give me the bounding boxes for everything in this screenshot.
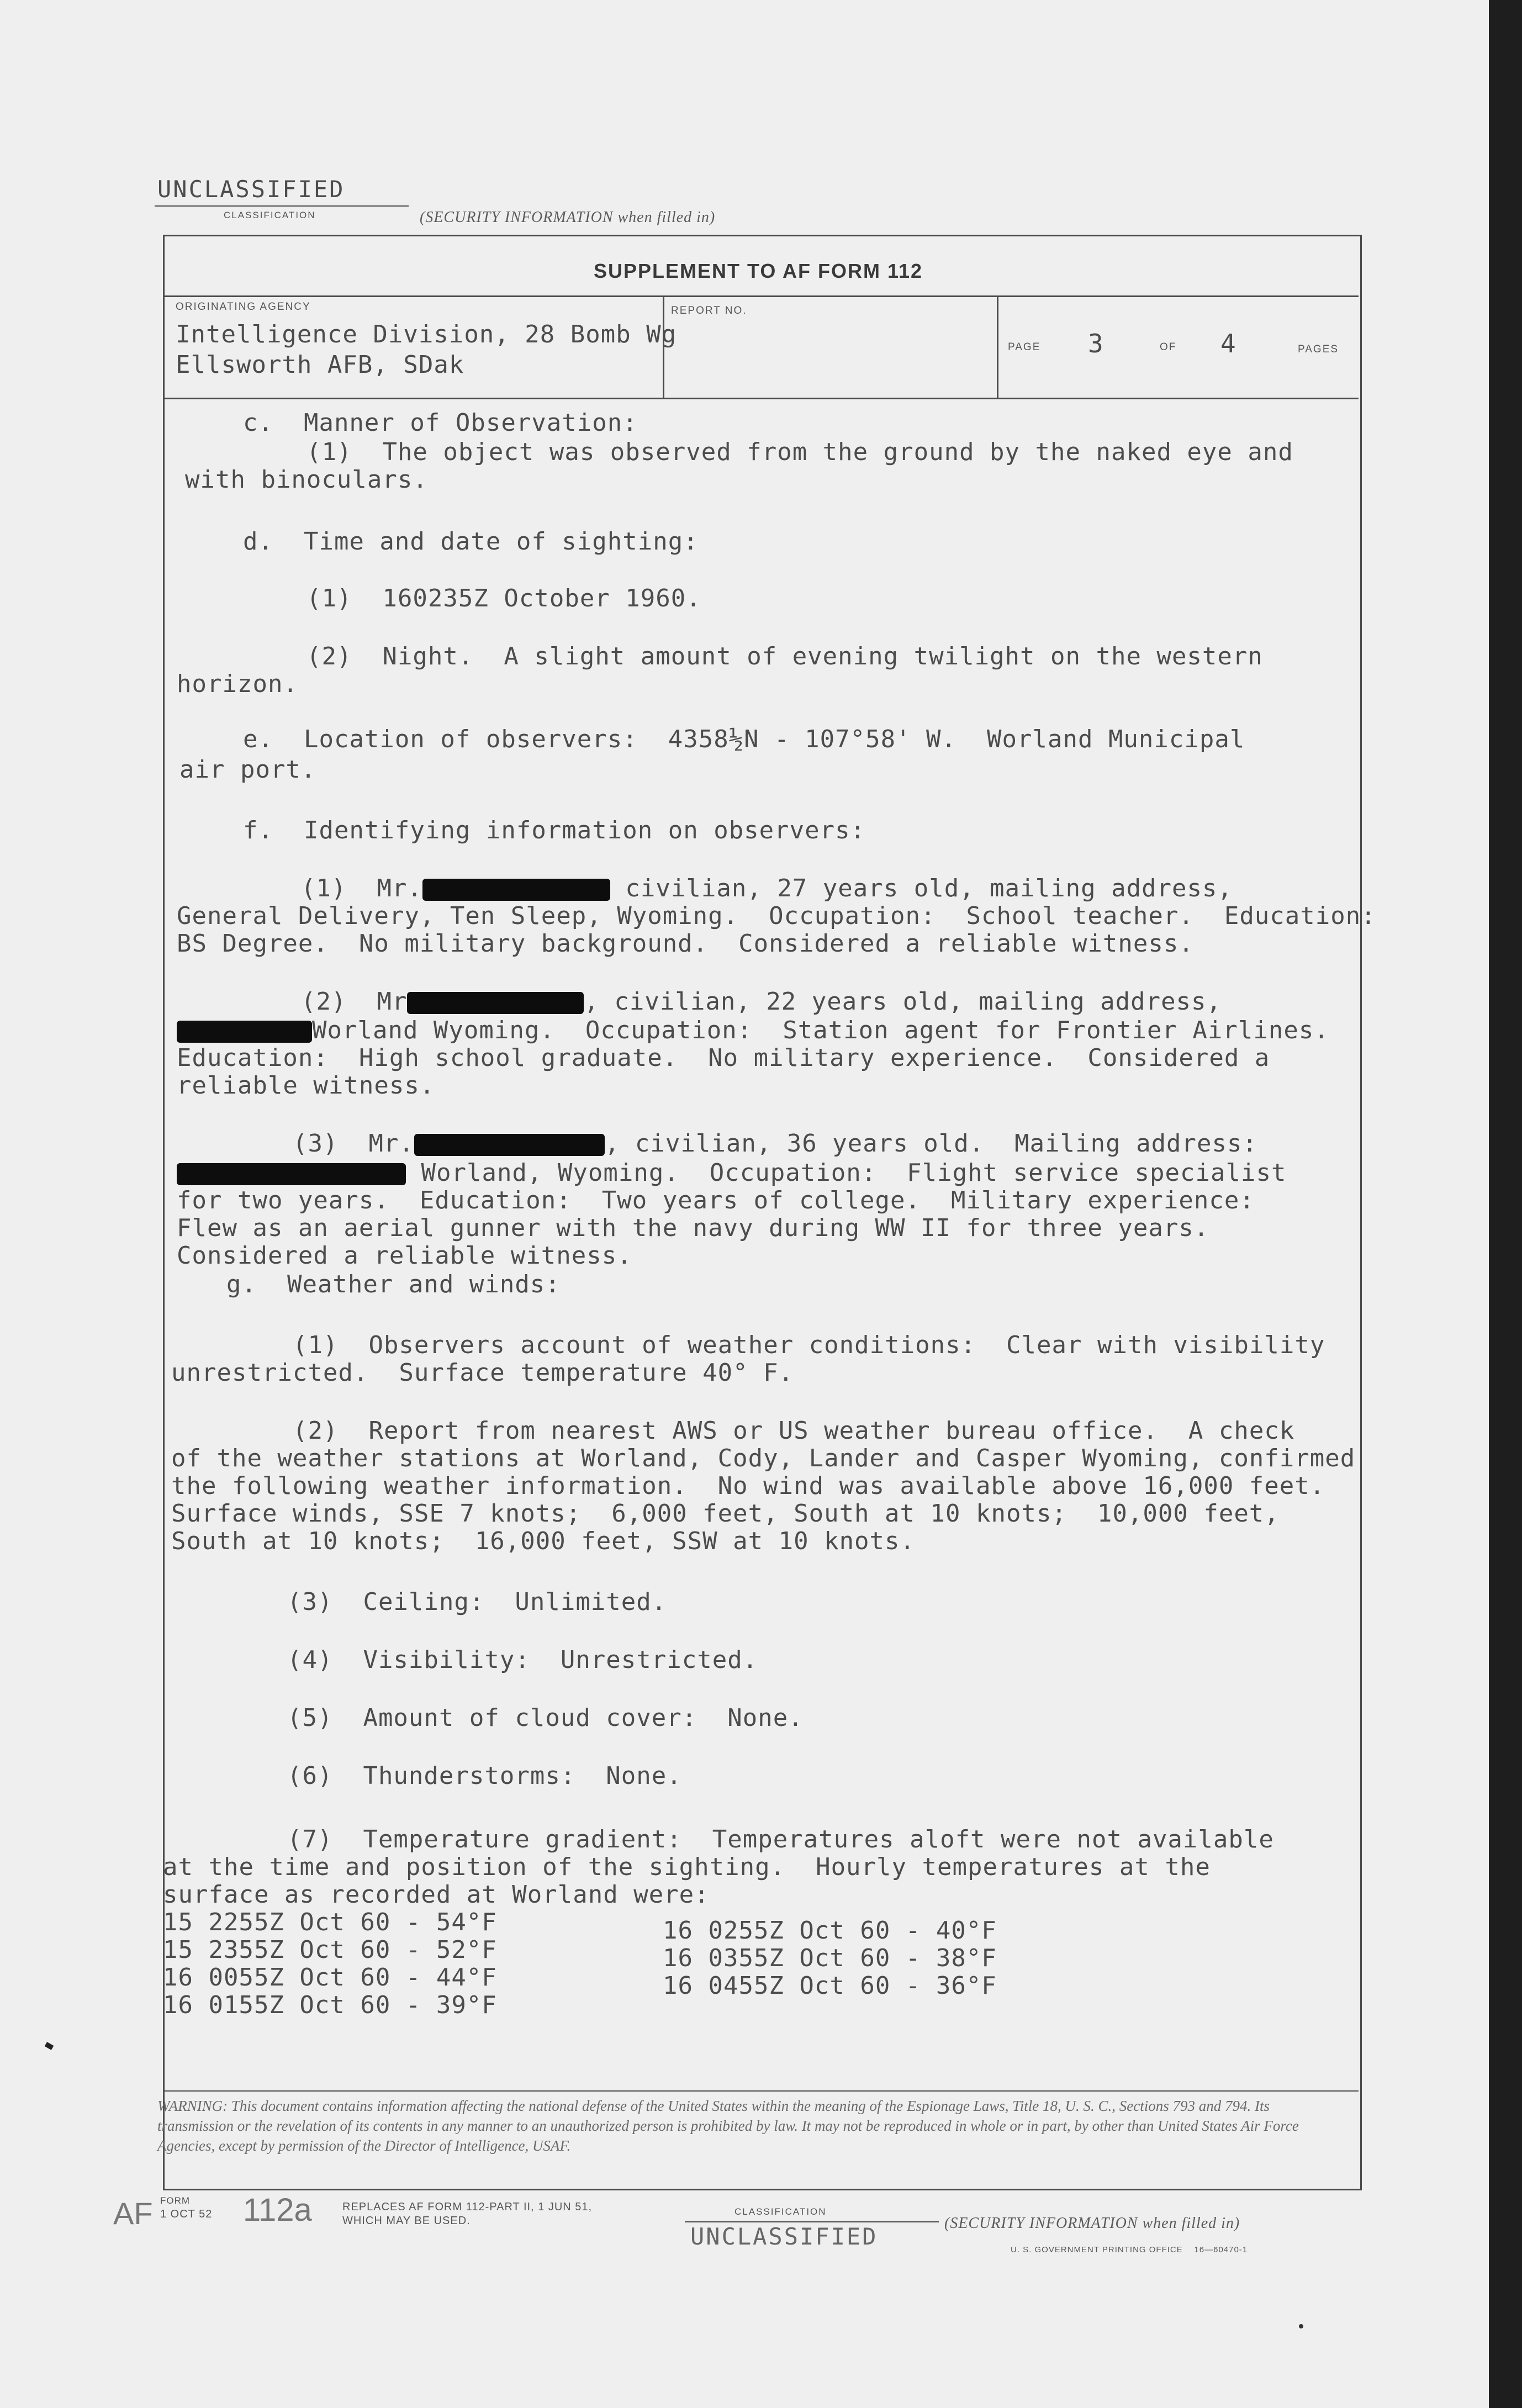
- section-f1-line3: BS Degree. No military background. Considered a reliable witness.: [177, 930, 1194, 958]
- header-bottom-divider: [163, 398, 1359, 399]
- temp-reading: 15 2255Z Oct 60 - 54°F: [163, 1908, 497, 1936]
- f1-prefix: (1) Mr.: [301, 874, 422, 902]
- footer-replaces-line1: REPLACES AF FORM 112-PART II, 1 JUN 51,: [342, 2201, 593, 2213]
- section-d-heading: d. Time and date of sighting:: [243, 527, 699, 556]
- section-c1-line2: with binoculars.: [185, 466, 428, 494]
- originating-agency-line2: Ellsworth AFB, SDak: [176, 351, 464, 379]
- scan-dark-edge: [1489, 0, 1522, 2408]
- section-g6: (6) Thunderstorms: None.: [287, 1762, 682, 1790]
- temp-reading: 16 0155Z Oct 60 - 39°F: [163, 1991, 497, 2019]
- section-g-heading: g. Weather and winds:: [226, 1270, 561, 1298]
- section-f-heading: f. Identifying information on observers:: [243, 816, 866, 844]
- section-e-line1: e. Location of observers: 4358½N - 107°58' W. Worland Municipal: [243, 725, 1245, 753]
- redaction-bar: [414, 1134, 605, 1156]
- temp-reading: 15 2355Z Oct 60 - 52°F: [163, 1936, 497, 1964]
- footer-replaces-line2: WHICH MAY BE USED.: [342, 2215, 471, 2227]
- f3-prefix: (3) Mr.: [293, 1129, 414, 1158]
- temp-reading: 16 0355Z Oct 60 - 38°F: [663, 1944, 997, 1972]
- section-f3-line4: Flew as an aerial gunner with the navy during WW II for three years.: [177, 1214, 1209, 1242]
- section-c-heading: c. Manner of Observation:: [243, 409, 638, 437]
- section-f3-line2: [177, 1159, 1286, 1187]
- pages-label: PAGES: [1298, 344, 1339, 355]
- footer-form-date: 1 OCT 52: [160, 2208, 213, 2220]
- total-pages: 4: [1220, 329, 1236, 358]
- classification-underline: [155, 205, 409, 207]
- form-title: SUPPLEMENT TO AF FORM 112: [594, 260, 923, 282]
- title-divider: [163, 295, 1359, 297]
- page-label: PAGE: [1008, 341, 1041, 353]
- section-g2-line2: of the weather stations at Worland, Cody, Lander and Casper Wyoming, confirmed: [171, 1444, 1356, 1472]
- section-g7-line3: surface as recorded at Worland were:: [163, 1881, 710, 1909]
- section-e-line2: air port.: [179, 756, 316, 784]
- temp-reading: 16 0255Z Oct 60 - 40°F: [663, 1916, 997, 1945]
- header-divider-2: [997, 295, 998, 398]
- f3-suffix: , civilian, 36 years old. Mailing address:: [604, 1129, 1258, 1158]
- section-f1-line2: General Delivery, Ten Sleep, Wyoming. Occupation: School teacher. Education:: [177, 902, 1376, 930]
- section-g7-line2: at the time and position of the sighting. Hourly temperatures at the: [163, 1853, 1211, 1881]
- section-g1-line1: (1) Observers account of weather conditions: Clear with visibility: [293, 1331, 1325, 1359]
- section-g2-line3: the following weather information. No wind was available above 16,000 feet.: [171, 1472, 1325, 1500]
- report-no-label: REPORT NO.: [671, 305, 747, 316]
- f1-suffix: civilian, 27 years old, mailing address,: [610, 874, 1233, 902]
- of-label: OF: [1160, 341, 1177, 353]
- section-g3: (3) Ceiling: Unlimited.: [287, 1588, 667, 1616]
- footer-form-word: FORM: [160, 2195, 191, 2206]
- section-g4: (4) Visibility: Unrestricted.: [287, 1646, 758, 1674]
- warning-text: WARNING: This document contains information affecting the national defense of the United States within the meaning of the Espionage Laws, Title 18, U. S. C., Sections 793 and 794. Its transmission or the revelation of its contents in any manner to an unauthorized person is prohibited by law. It may not be reproduced in whole or in part, by other than United States Air Force Agencies, except by permission of the Director of Intelligence, USAF.: [157, 2098, 1299, 2154]
- section-g1-line2: unrestricted. Surface temperature 40° F.: [171, 1359, 794, 1387]
- section-g2-line5: South at 10 knots; 16,000 feet, SSW at 10 knots.: [171, 1527, 916, 1555]
- f2-line2-text: Worland Wyoming. Occupation: Station agent for Frontier Airlines.: [312, 1016, 1329, 1044]
- classification-top: UNCLASSIFIED: [157, 176, 345, 203]
- footer-af: AF: [113, 2196, 153, 2231]
- scan-speck: [45, 2042, 54, 2050]
- section-g7-line1: (7) Temperature gradient: Temperatures aloft were not available: [287, 1825, 1274, 1853]
- footer-security-info: (SECURITY INFORMATION when filled in): [944, 2215, 1240, 2232]
- section-f2-line3: Education: High school graduate. No military experience. Considered a: [177, 1044, 1270, 1072]
- temp-reading: 16 0055Z Oct 60 - 44°F: [163, 1963, 497, 1992]
- originating-agency-line1: Intelligence Division, 28 Bomb Wg: [176, 320, 677, 348]
- redaction-bar: [177, 1021, 312, 1043]
- footer-printing-office: U. S. GOVERNMENT PRINTING OFFICE 16—60470-1: [1011, 2245, 1248, 2254]
- section-f2-line2: [177, 1016, 1329, 1044]
- footer-form-number: 112a: [243, 2192, 312, 2228]
- section-f3-line1: [293, 1129, 1257, 1158]
- footer-classification-label: CLASSIFICATION: [734, 2206, 827, 2217]
- section-d1: (1) 160235Z October 1960.: [306, 584, 701, 612]
- f3-line2-text: Worland, Wyoming. Occupation: Flight service specialist: [406, 1159, 1287, 1187]
- section-g2-line1: (2) Report from nearest AWS or US weather bureau office. A check: [293, 1417, 1295, 1445]
- section-f3-line3: for two years. Education: Two years of college. Military experience:: [177, 1186, 1255, 1214]
- warning-divider: [163, 2090, 1359, 2092]
- redaction-bar: [422, 879, 610, 901]
- section-g5: (5) Amount of cloud cover: None.: [287, 1704, 804, 1732]
- f2-suffix: , civilian, 22 years old, mailing address,: [584, 988, 1222, 1016]
- page-number: 3: [1088, 329, 1104, 358]
- section-d2-line2: horizon.: [177, 670, 298, 698]
- scan-speck: [1299, 2324, 1303, 2328]
- originating-agency-label: ORIGINATING AGENCY: [176, 301, 311, 313]
- redaction-bar: [177, 1163, 406, 1185]
- section-f2-line1: [301, 988, 1222, 1016]
- header-divider-1: [663, 295, 664, 398]
- temp-reading: 16 0455Z Oct 60 - 36°F: [663, 1972, 997, 2000]
- footer-classification-line: [685, 2221, 939, 2222]
- footer-classification: UNCLASSIFIED: [690, 2223, 878, 2250]
- classification-label: CLASSIFICATION: [224, 210, 316, 220]
- security-info-top: (SECURITY INFORMATION when filled in): [420, 209, 716, 226]
- section-f1-line1: [301, 874, 1233, 902]
- section-c1-line1: (1) The object was observed from the ground by the naked eye and: [306, 438, 1293, 466]
- section-g2-line4: Surface winds, SSE 7 knots; 6,000 feet, South at 10 knots; 10,000 feet,: [171, 1499, 1280, 1528]
- redaction-bar: [407, 992, 584, 1014]
- section-d2-line1: (2) Night. A slight amount of evening twilight on the western: [306, 642, 1263, 670]
- section-f2-line4: reliable witness.: [177, 1071, 435, 1100]
- f2-prefix: (2) Mr: [301, 988, 408, 1016]
- section-f3-line5: Considered a reliable witness.: [177, 1242, 632, 1270]
